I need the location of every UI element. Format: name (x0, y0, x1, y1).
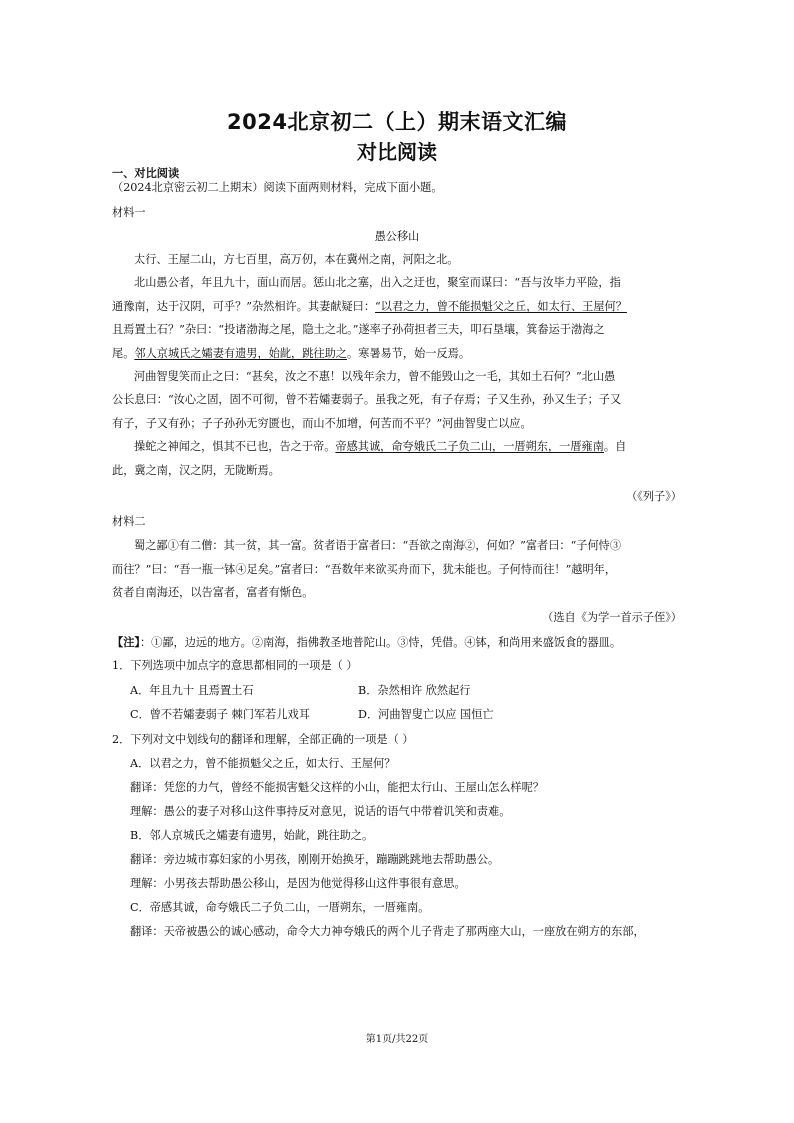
material1-line: 北山愚公者，年且九十，面山而居。惩山北之塞，出入之迂也，聚室而谋曰：“吾与汝毕力平险，指 (134, 276, 621, 289)
material1-line: 太行、王屋二山，方七百里，高万仞，本在冀州之南，河阳之北。 (134, 253, 459, 266)
material1-line: 公长息曰：“汝心之固，固不可彻，曾不若孀妻弱子。虽我之死，有子存焉；子又生孙，孙又生子；子又 (112, 393, 622, 406)
material1-text: 操蛇之神闻之，惧其不已也，告之于帝。 (134, 440, 336, 453)
question-2-stem: 2．下列对文中划线句的翻译和理解，全部正确的一项是（ ） (112, 733, 414, 746)
note-text: ：①鄙，边远的地方。②南海，指佛教圣地普陀山。③恃，凭借。④钵，和尚用来盛饭食的器皿。 (139, 636, 622, 649)
option-b: B．杂然相许 欣然起行 (358, 684, 471, 697)
material2-line: 贫者自南海还，以告富者，富者有惭色。 (112, 586, 314, 599)
question-2-line: 翻译：凭您的力气，曾经不能损害魁父这样的小山，能把太行山、王屋山怎么样呢？ (130, 781, 544, 794)
document-subtitle: 对比阅读 (357, 140, 437, 164)
section-source: （2024北京密云初二上期末）阅读下面两则材料，完成下面小题。 (112, 181, 443, 194)
material2-line: 蜀之鄙①有二僧：其一贫，其一富。贫者语于富者曰：“吾欲之南海②，何如？”富者曰：“子何恃③ (134, 539, 622, 552)
material1-line: 有子，子又有孙；子子孙孙无穷匮也，而山不加增，何苦而不平？”河曲智叟亡以应。 (112, 417, 532, 430)
question-2-line: C．帝感其诚，命夸娥氏二子负二山，一厝朔东，一厝雍南。 (130, 901, 430, 914)
question-2-line: A．以君之力，曾不能损魁父之丘，如太行、王屋何？ (130, 757, 396, 770)
material2-label: 材料二 (112, 515, 146, 528)
material1-text: 自 (615, 440, 627, 453)
note-label: 【注】 (112, 635, 140, 649)
question-2-line: 翻译：天帝被愚公的诚心感动，命令大力神夸娥氏的两个儿子背走了那两座大山，一座放在朔方的东部， (130, 925, 645, 938)
material1-label: 材料一 (112, 206, 146, 219)
option-a: A．年且九十 且焉置土石 (130, 684, 254, 697)
material1-line: 且焉置土石？”杂曰：“投诸渤海之尾，隐土之北。”遂率子孙荷担者三夫，叩石垦壤，箕畚运于渤海之 (112, 323, 605, 336)
page-number: 第1页/共22页 (365, 1034, 429, 1045)
material1-title: 愚公移山 (374, 230, 420, 243)
question-2-line: 理解：小男孩去帮助愚公移山，是因为他觉得移山这件事很有意思。 (130, 877, 466, 890)
material1-text: 。 (346, 347, 359, 360)
material1-text: 寒暑易节，始一反焉。 (358, 347, 471, 360)
underlined-sentence-b: 邻人京城氏之孀妻有遗男，始龀，跳往助之 (134, 347, 347, 360)
option-d: D．河曲智叟亡以应 国恒亡 (358, 708, 494, 721)
note (112, 635, 682, 650)
question-2-line: B．邻人京城氏之孀妻有遗男，始龀，跳往助之。 (130, 829, 374, 842)
material1-text: 尾。 (112, 347, 135, 360)
material1-text: 通豫南，达于汉阴，可乎？”杂然相许。其妻献疑曰： (112, 300, 376, 313)
material1-source: （《列子》） (626, 490, 682, 503)
question-2-line: 理解：愚公的妻子对移山这件事持反对意见，说话的语气中带着讥笑和责难。 (130, 805, 511, 818)
material1-line: 河曲智叟笑而止之曰：“甚矣，汝之不惠！以残年余力，曾不能毁山之一毛，其如土石何？”北山愚 (134, 370, 616, 383)
material1-line (112, 300, 682, 314)
option-c: C．曾不若孀妻弱子 棘门军若儿戏耳 (130, 708, 310, 721)
document-title: 2024北京初二（上）期末语文汇编 (227, 110, 567, 134)
question-1-options-row (112, 708, 700, 722)
question-1-stem: 1．下列选项中加点字的意思都相同的一项是（ ） (112, 659, 358, 672)
material1-line: 此，冀之南，汉之阴，无陇断焉。 (112, 464, 280, 477)
material2-source: （选自《为学一首示子侄》） (542, 611, 682, 624)
underlined-sentence-a: “以君之力，曾不能损魁父之丘，如太行、王屋何？ (375, 300, 627, 313)
material1-text: 。 (603, 440, 616, 453)
material2-line: 而往？”曰：“吾一瓶一钵④足矣。”富者曰：“吾数年来欲买舟而下，犹未能也。子何恃而往！”越明年， (112, 563, 617, 576)
question-2-line: 翻译：旁边城市寡妇家的小男孩，刚刚开始换牙，蹦蹦跳跳地去帮助愚公。 (130, 853, 500, 866)
underlined-sentence-c: 帝感其诚，命夸娥氏二子负二山，一厝朔东，一厝雍南 (335, 440, 604, 453)
material1-line (112, 440, 704, 454)
section-heading: 一、对比阅读 (112, 166, 180, 180)
material1-line (112, 347, 682, 361)
question-1-options-row (112, 684, 700, 698)
